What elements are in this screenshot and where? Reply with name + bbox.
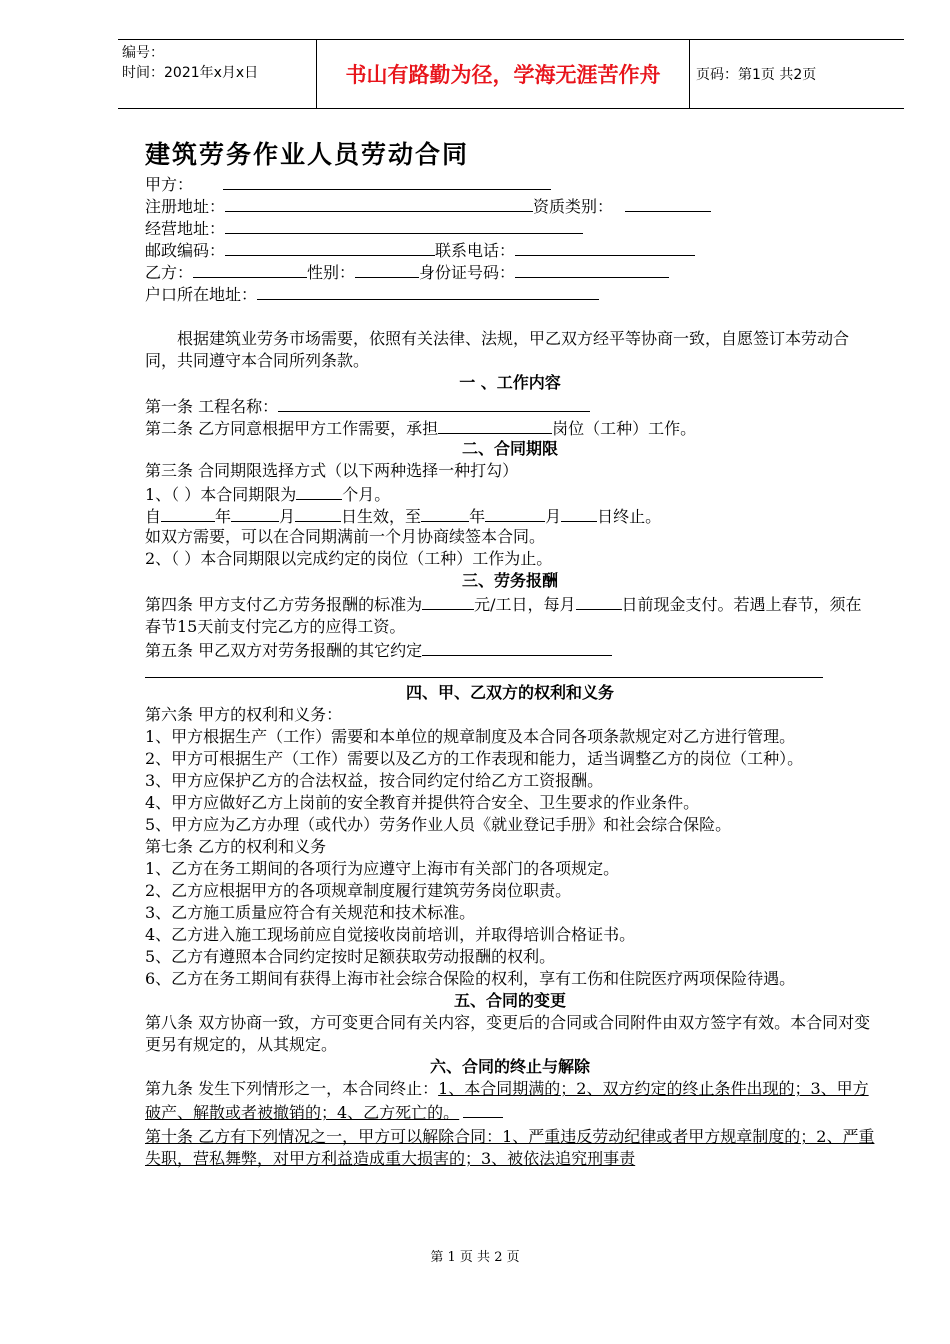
article-4-text-c: 日前现金支付。若遇上春节，须在春节15天前支付完乙方的应得工资。 (145, 595, 862, 636)
article-6: 第六条 甲方的权利和义务： (145, 705, 343, 724)
article-7-item: 2、乙方应根据甲方的各项规章制度履行建筑劳务岗位职责。 (145, 881, 572, 900)
article-3-option-1 (145, 482, 875, 504)
blank-reg-address[interactable] (225, 194, 533, 212)
label-biz-address: 经营地址： (145, 219, 226, 238)
field-reg-address (145, 194, 875, 216)
doc-number: 编号： (122, 45, 164, 61)
article-2-text-a: 第二条 乙方同意根据甲方工作需要，承担 (145, 419, 439, 438)
date-start-label: 日生效，至 (341, 507, 422, 526)
field-party-b (145, 260, 875, 282)
header-meta (122, 43, 314, 105)
blank-gender[interactable] (355, 260, 419, 278)
blank-start-month[interactable] (231, 504, 279, 522)
article-5-text: 第五条 甲乙双方对劳务报酬的其它约定 (145, 641, 423, 660)
label-id-number: 身份证号码： (419, 263, 516, 282)
blank-start-day[interactable] (295, 504, 341, 522)
blank-other-terms[interactable] (422, 638, 612, 656)
article-9-text-b: 1、本合同期满的；2、双方约定的终止条件出现的；3、甲方破产、解散或者被撤销的；4、乙方死亡的。 (145, 1079, 869, 1122)
header-slogan: 书山有路勤为径，学海无涯苦作舟 (316, 40, 690, 108)
date-from-label: 自 (145, 507, 162, 526)
article-3-option-2: 2、（ ）本合同期限以完成约定的岗位（工种）工作为止。 (145, 549, 553, 568)
option-1-text-b: 个月。 (342, 485, 391, 504)
label-hukou: 户口所在地址： (145, 285, 258, 304)
intro-paragraph: 根据建筑业劳务市场需要，依照有关法律、法规，甲乙双方经平等协商一致，自愿签订本劳动合同，共同遵守本合同所列条款。 (145, 329, 850, 370)
blank-party-a[interactable] (223, 172, 551, 190)
section-5-heading: 五、合同的变更 (453, 991, 566, 1010)
article-6-item: 1、甲方根据生产（工作）需要和本单位的规章制度及本合同各项条款规定对乙方进行管理。 (145, 727, 796, 746)
article-8: 第八条 双方协商一致，方可变更合同有关内容，变更后的合同或合同附件由双方签字有效。本合同对变更另有规定的，从其规定。 (145, 1013, 871, 1054)
section-1-heading: 一 、工作内容 (459, 373, 561, 392)
article-6-item: 2、甲方可根据生产（工作）需要以及乙方的工作表现和能力，适当调整乙方的岗位（工种）。 (145, 749, 804, 768)
page-footer: 第 1 页 共 2 页 (430, 1250, 520, 1265)
article-9 (145, 1078, 875, 1124)
date-year-label-2: 年 (469, 507, 486, 526)
label-postcode: 邮政编码： (145, 241, 226, 260)
section-4-heading: 四、甲、乙双方的权利和义务 (405, 683, 614, 702)
blank-start-year[interactable] (161, 504, 215, 522)
article-2 (145, 416, 875, 438)
blank-qualification[interactable] (625, 194, 711, 212)
article-6-list (145, 726, 875, 836)
contract-body (145, 138, 875, 1170)
article-2-text-b: 岗位（工种）工作。 (552, 419, 697, 438)
blank-id-number[interactable] (515, 260, 669, 278)
article-7-item: 3、乙方施工质量应符合有关规范和技术标准。 (145, 903, 476, 922)
article-9-text-a: 第九条 发生下列情形之一，本合同终止： (145, 1079, 439, 1098)
section-3-heading: 三、劳务报酬 (461, 571, 558, 590)
blank-end-month[interactable] (485, 504, 545, 522)
date-end-label: 日终止。 (597, 507, 662, 526)
blank-end-year[interactable] (421, 504, 469, 522)
article-4-text-b: 元/工日，每月 (474, 595, 576, 614)
blank-end-day[interactable] (561, 504, 597, 522)
article-3-dates (145, 504, 875, 526)
article-6-item: 4、甲方应做好乙方上岗前的安全教育并提供符合安全、卫生要求的作业条件。 (145, 793, 700, 812)
blank-project-name[interactable] (278, 394, 590, 412)
article-6-item: 3、甲方应保护乙方的合法权益，按合同约定付给乙方工资报酬。 (145, 771, 604, 790)
label-party-a: 甲方： (145, 175, 194, 194)
field-postcode (145, 238, 875, 260)
blank-party-b[interactable] (193, 260, 307, 278)
blank-months[interactable] (296, 482, 342, 500)
label-phone: 联系电话： (435, 241, 516, 260)
date-month-label-2: 月 (545, 507, 562, 526)
page-header (118, 39, 904, 109)
article-7-item: 1、乙方在务工期间的各项行为应遵守上海市有关部门的各项规定。 (145, 859, 620, 878)
label-party-b: 乙方： (145, 263, 194, 282)
blank-pay-day[interactable] (576, 592, 622, 610)
article-4-text-a: 第四条 甲方支付乙方劳务报酬的标准为 (145, 595, 423, 614)
label-qualification: 资质类别： (533, 197, 614, 216)
article-3: 第三条 合同期限选择方式（以下两种选择一种打勾） (145, 461, 519, 480)
section-2-heading: 二、合同期限 (461, 439, 558, 458)
article-1-text: 第一条 工程名称： (145, 397, 279, 416)
label-gender: 性别： (307, 263, 356, 282)
article-7-item: 6、乙方在务工期间有获得上海市社会综合保险的权利，享有工伤和住院医疗两项保险待遇。 (145, 969, 796, 988)
blank-biz-address[interactable] (225, 216, 583, 234)
blank-phone[interactable] (515, 238, 695, 256)
article-9-underline (463, 1100, 503, 1118)
article-1 (145, 394, 875, 416)
article-7-item: 4、乙方进入施工现场前应自觉接收岗前培训，并取得培训合格证书。 (145, 925, 636, 944)
blank-position[interactable] (438, 416, 552, 434)
article-3-renew: 如双方需要，可以在合同期满前一个月协商续签本合同。 (145, 527, 546, 546)
contract-title: 建筑劳务作业人员劳动合同 (145, 140, 470, 169)
header-page-number: 页码：第1页 共2页 (696, 67, 817, 83)
date-year-label: 年 (215, 507, 232, 526)
article-7-list (145, 858, 875, 990)
blank-postcode[interactable] (225, 238, 435, 256)
option-1-text-a: 1、（ ）本合同期限为 (145, 485, 297, 504)
date-month-label: 月 (279, 507, 296, 526)
article-7-item: 5、乙方有遵照本合同约定按时足额获取劳动报酬的权利。 (145, 947, 556, 966)
article-5 (145, 638, 875, 660)
field-hukou (145, 282, 875, 304)
article-7: 第七条 乙方的权利和义务 (145, 837, 327, 856)
blank-other-terms-2[interactable] (145, 660, 823, 678)
label-reg-address: 注册地址： (145, 197, 226, 216)
field-biz-address (145, 216, 875, 238)
article-4 (145, 592, 875, 638)
doc-time: 时间：2021年x月x日 (122, 65, 259, 81)
section-6-heading: 六、合同的终止与解除 (429, 1057, 590, 1076)
field-party-a (145, 172, 875, 194)
article-5-extra-line (145, 660, 875, 682)
blank-daily-rate[interactable] (422, 592, 474, 610)
article-10: 第十条 乙方有下列情况之一，甲方可以解除合同：1、严重违反劳动纪律或者甲方规章制度的；2、严重失职，营私舞弊，对甲方利益造成重大损害的；3、被依法追究刑事责 (145, 1127, 875, 1168)
blank-hukou[interactable] (257, 282, 599, 300)
article-6-item: 5、甲方应为乙方办理（或代办）劳务作业人员《就业登记手册》和社会综合保险。 (145, 815, 732, 834)
